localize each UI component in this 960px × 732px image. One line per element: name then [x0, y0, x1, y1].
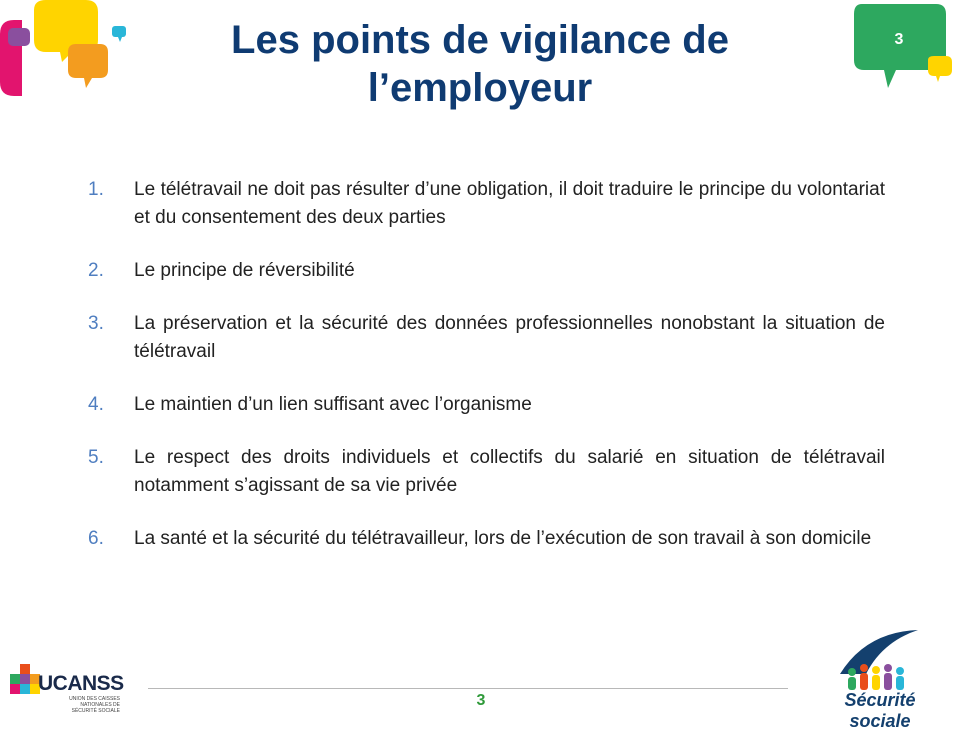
list-item-text: Le principe de réversibilité	[134, 260, 355, 281]
vigilance-list	[88, 176, 885, 578]
footer-divider	[148, 688, 788, 689]
list-item	[88, 525, 885, 553]
list-item-number: 5.	[88, 447, 104, 468]
list-item-text: Le télétravail ne doit pas résulter d’une obligation, il doit traduire le principe du volontariat et du consentement des deux parties	[134, 179, 885, 228]
list-item	[88, 391, 885, 419]
securite-sociale-logo-text: Sécurité sociale	[844, 690, 916, 731]
list-item-number: 6.	[88, 528, 104, 549]
page-number-badge: 3	[894, 31, 904, 48]
list-item-text: La santé et la sécurité du télétravailleur, lors de l’exécution de son travail à son domicile	[134, 528, 872, 549]
list-item-text: La préservation et la sécurité des données professionnelles nonobstant la situation de télétravail	[134, 313, 885, 362]
speech-bubbles-decoration	[0, 0, 140, 110]
list-item-number: 2.	[88, 260, 104, 281]
list-item-text: Le respect des droits individuels et collectifs du salarié en situation de télétravail notamment s’agissant de sa vie privée	[134, 447, 885, 496]
list-item-number: 4.	[88, 394, 104, 415]
list-item-text: Le maintien d’un lien suffisant avec l’organisme	[134, 394, 532, 415]
list-item-number: 1.	[88, 179, 104, 200]
list-item	[88, 257, 885, 285]
ucanss-logo-subtitle: UNION DES CAISSES NATIONALES DE SÉCURITÉ SOCIALE	[69, 696, 120, 714]
footer-page-number: 3	[476, 692, 486, 709]
list-item	[88, 444, 885, 500]
securite-sociale-logo-icon	[826, 628, 926, 694]
list-item-number: 3.	[88, 313, 104, 334]
ucanss-logo-text: UCANSS	[38, 672, 124, 695]
list-item	[88, 176, 885, 232]
list-item	[88, 310, 885, 366]
slide-title: Les points de vigilance de l’employeur	[231, 18, 729, 110]
